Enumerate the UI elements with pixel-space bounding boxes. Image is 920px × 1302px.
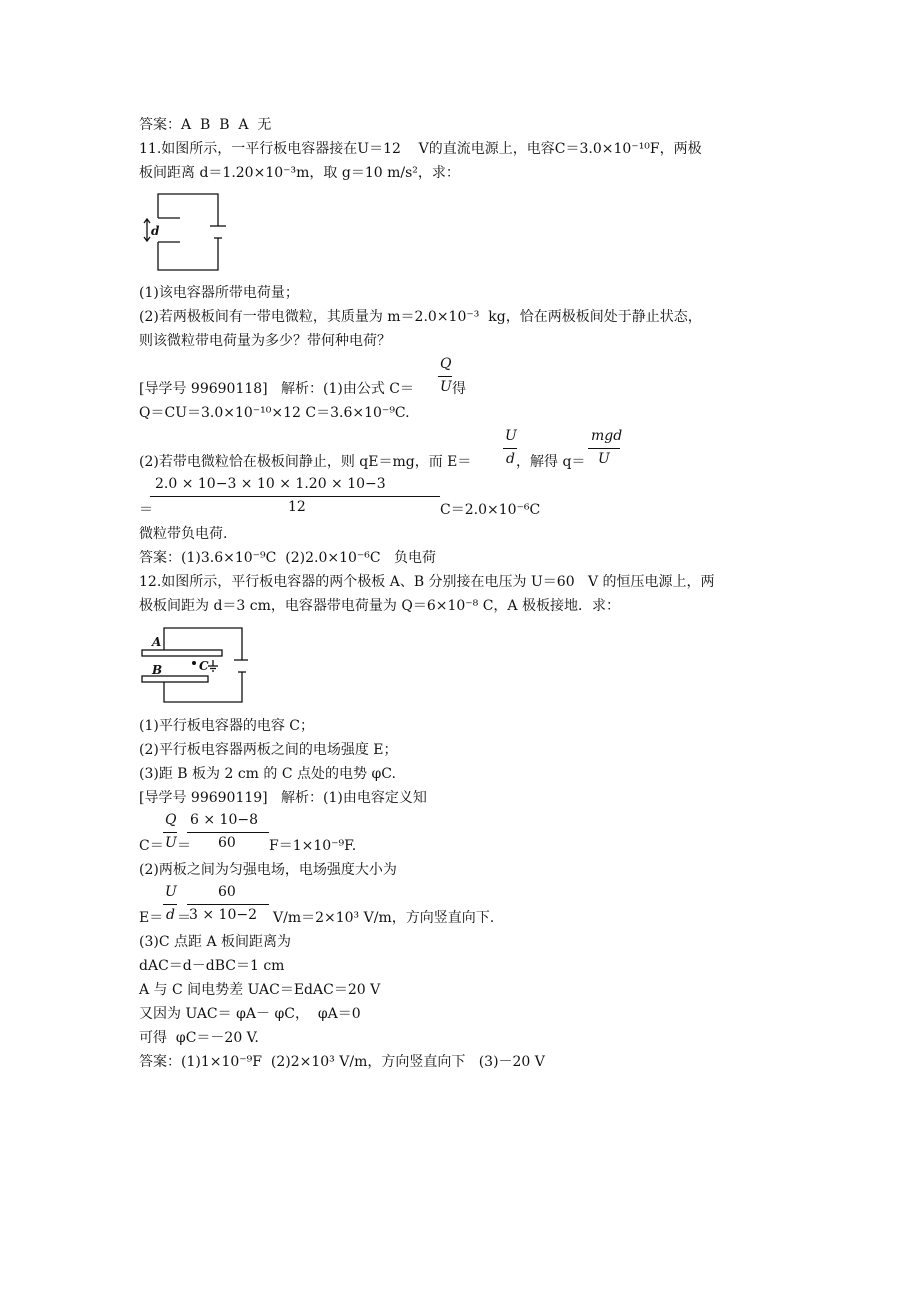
q11-line-1: 11.如图所示，一平行板电容器接在U＝12 V的直流电源上，电容C＝3.0×10⁻¹⁰F，两极 (139, 141, 702, 157)
q12-field-lhs: E＝ (139, 910, 164, 926)
capacitor-circuit-figure (140, 192, 235, 274)
q11-conclusion: 微粒带负电荷. (139, 526, 228, 542)
fraction-q-over-u-num: Q (165, 812, 177, 828)
fraction-bar (163, 904, 177, 905)
q12-capacitance-lhs: C＝ (139, 838, 164, 854)
fraction-u-over-d-den: d (166, 907, 175, 923)
fig2-a-label: A (152, 635, 162, 649)
fraction-u-over-d-num: U (505, 428, 517, 444)
q12-field-intro: (2)两板之间为匀强电场，电场强度大小为 (139, 862, 397, 878)
big-fraction-denominator: 12 (288, 499, 306, 515)
q11-part-2-solution-mid: ，解得 q＝ (516, 454, 586, 470)
fig2-c-label: C (199, 659, 209, 673)
fraction-bar (187, 904, 269, 905)
fraction-q-over-u-num: Q (440, 356, 452, 372)
q12-distance-calc: dAC＝d－dBC＝1 cm (139, 958, 285, 974)
fraction-bar (150, 496, 440, 497)
fraction-q-over-u-den: U (165, 835, 177, 851)
q11-part-2: (2)若两极板间有一带电微粒，其质量为 m＝2.0×10⁻³ kg，恰在两极板间处于静止状态， (139, 309, 702, 325)
q12-potential-diff: A 与 C 间电势差 UAC＝EdAC＝20 V (139, 982, 381, 998)
q12-potential-result: 可得 φC＝－20 V. (139, 1030, 259, 1046)
fraction-bar (187, 832, 269, 833)
answer-10: 答案：A B B A 无 (139, 117, 272, 133)
big-fraction-numerator: 2.0 × 10−3 × 10 × 1.20 × 10−3 (155, 476, 386, 492)
fig1-d-label: d (151, 224, 160, 238)
fraction-60-over-3e-2-num: 60 (218, 884, 236, 900)
q12-capacitance-result: F＝1×10⁻⁹F. (269, 838, 357, 854)
q12-part-3-intro: (3)C 点距 A 板间距离为 (139, 934, 292, 950)
fraction-bar (438, 376, 452, 377)
q11-solution-intro-end: 得 (452, 381, 466, 397)
q12-part-2: (2)平行板电容器两板之间的电场强度 E； (139, 742, 398, 758)
q12-line-2: 极板间距为 d＝3 cm，电容器带电荷量为 Q＝6×10⁻⁸ C，A 极板接地．求： (139, 598, 620, 614)
q12-part-3: (3)距 B 板为 2 cm 的 C 点处的电势 φC. (139, 766, 396, 782)
q11-charge-calc: Q＝CU＝3.0×10⁻¹⁰×12 C＝3.6×10⁻⁹C. (139, 405, 410, 421)
q12-field-result: V/m＝2×10³ V/m，方向竖直向下. (273, 910, 495, 926)
q11-part-1: (1)该电容器所带电荷量； (139, 285, 299, 301)
answer-11: 答案：(1)3.6×10⁻⁹C (2)2.0×10⁻⁶C 负电荷 (139, 550, 436, 566)
fig2-b-label: B (152, 663, 163, 677)
fraction-bar (503, 448, 517, 449)
q11-part-2-cont: 则该微粒带电荷量为多少？带何种电荷？ (139, 333, 391, 349)
fraction-6e-8-over-60-num: 6 × 10−8 (190, 812, 258, 828)
fraction-mgd-over-u-num: mgd (591, 428, 623, 444)
q12-line-1: 12.如图所示，平行板电容器的两个极板 A、B 分别接在电压为 U＝60 V 的恒压电源上，两 (139, 574, 715, 590)
q11-line-2: 板间距离 d＝1.20×10⁻³m，取 g＝10 m/s²，求： (139, 165, 460, 181)
q11-solution-intro: [导学号 99690118] 解析：(1)由公式 C＝ (139, 381, 414, 397)
answer-12: 答案：(1)1×10⁻⁹F (2)2×10³ V/m，方向竖直向下 (3)－20 V (139, 1054, 545, 1070)
fraction-u-over-d-num: U (165, 884, 177, 900)
equals-sign: ＝ (177, 910, 191, 926)
q11-equals: ＝ (139, 502, 153, 518)
equals-sign: ＝ (177, 838, 191, 854)
fraction-6e-8-over-60-den: 60 (218, 835, 236, 851)
q12-potential-relation: 又因为 UAC＝ φA－ φC， φA＝0 (139, 1006, 361, 1022)
fraction-bar (588, 448, 620, 449)
fraction-mgd-over-u-den: U (598, 451, 610, 467)
fraction-q-over-u-den: U (440, 379, 452, 395)
fraction-bar (163, 832, 177, 833)
plate-capacitor-figure (138, 626, 248, 706)
fraction-u-over-d-den: d (506, 451, 515, 467)
q11-result: C＝2.0×10⁻⁶C (440, 502, 541, 518)
fraction-60-over-3e-2-den: 3 × 10−2 (189, 907, 257, 923)
q12-solution-intro: [导学号 99690119] 解析：(1)由电容定义知 (139, 790, 427, 806)
q12-part-1: (1)平行板电容器的电容 C； (139, 718, 314, 734)
q11-part-2-solution: (2)若带电微粒恰在极板间静止，则 qE＝mg，而 E＝ (139, 454, 472, 470)
